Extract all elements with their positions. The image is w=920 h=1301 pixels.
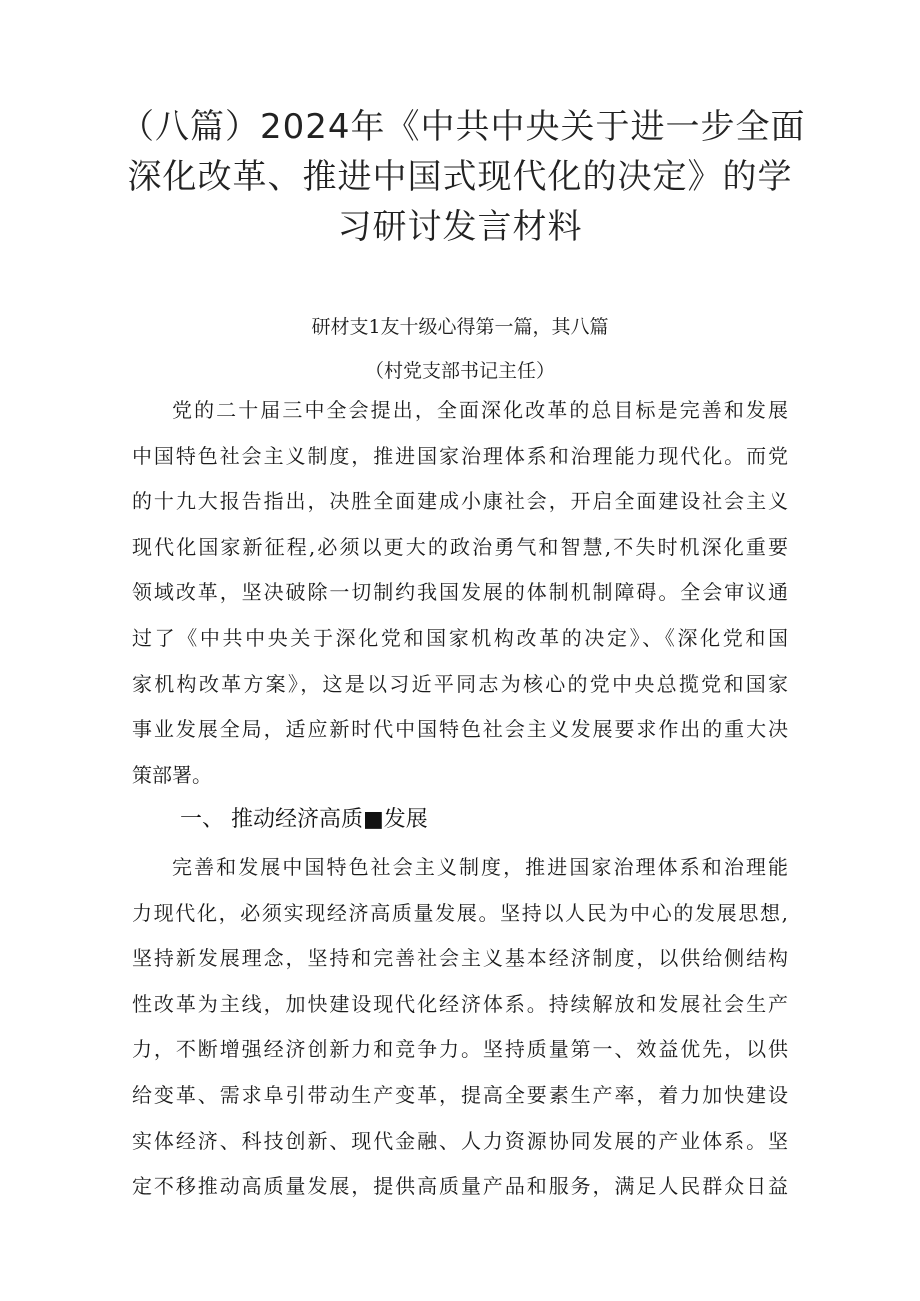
title-line: 习研讨发言材料 bbox=[337, 207, 583, 247]
paragraph-line: 家机构改革方案》，这是以习近平同志为核心的党中央总揽党和国家 bbox=[132, 671, 788, 696]
document-author: （村党支部书记主任） bbox=[364, 360, 555, 382]
document-subtitle: 研材支1友十级心得第一篇，其八篇 bbox=[311, 316, 609, 338]
paragraph-line: 坚持新发展理念，坚持和完善社会主义基本经济制度，以供给侧结构 bbox=[132, 946, 788, 971]
paragraph-line: 策部署。 bbox=[132, 762, 212, 787]
paragraph-line: 党的二十届三中全会提出，全面深化改革的总目标是完善和发展 bbox=[172, 398, 788, 422]
section-heading: 一、 推动经济高质■发展 bbox=[180, 807, 428, 832]
paragraph-line: 过了《中共中央关于深化党和国家机构改革的决定》、《深化党和国 bbox=[132, 625, 788, 650]
paragraph-line: 给变革、需求阜引带动生产变革，提高全要素生产率，着力加快建设 bbox=[132, 1082, 788, 1107]
paragraph-line: 的十九大报告指出，决胜全面建成小康社会，开启全面建设社会主义 bbox=[132, 489, 788, 514]
paragraph-line: 力现代化，必须实现经济高质量发展。坚持以人民为中心的发展思想, bbox=[132, 900, 788, 925]
title-line: （八篇）2024年《中共中央关于进一步全面 bbox=[120, 107, 806, 147]
paragraph-1 bbox=[132, 388, 788, 798]
paragraph-line: 现代化国家新征程,必须以更大的政治勇气和智慧,不失时机深化重要 bbox=[132, 534, 788, 559]
paragraph-line: 中国特色社会主义制度，推进国家治理体系和治理能力现代化。而党 bbox=[132, 443, 788, 468]
paragraph-line: 完善和发展中国特色社会主义制度，推进国家治理体系和治理能 bbox=[172, 855, 788, 879]
paragraph-line: 领域改革，坚决破除一切制约我国发展的体制机制障碍。全会审议通 bbox=[132, 580, 788, 605]
paragraph-line: 性改革为主线，加快建设现代化经济体系。持续解放和发展社会生产 bbox=[132, 991, 788, 1016]
paragraph-line: 事业发展全局，适应新时代中国特色社会主义发展要求作出的重大决 bbox=[132, 717, 788, 742]
document-title bbox=[120, 102, 806, 252]
paragraph-line: 定不移推动高质量发展，提供高质量产品和服务，满足人民群众日益 bbox=[132, 1174, 788, 1199]
paragraph-2 bbox=[132, 845, 788, 1210]
paragraph-line: 力，不断增强经济创新力和竞争力。坚持质量第一、效益优先，以供 bbox=[132, 1037, 788, 1062]
paragraph-line: 实体经济、科技创新、现代金融、人力资源协同发展的产业体系。坚 bbox=[132, 1128, 788, 1153]
title-line: 深化改革、推进中国式现代化的决定》的学 bbox=[127, 157, 793, 197]
